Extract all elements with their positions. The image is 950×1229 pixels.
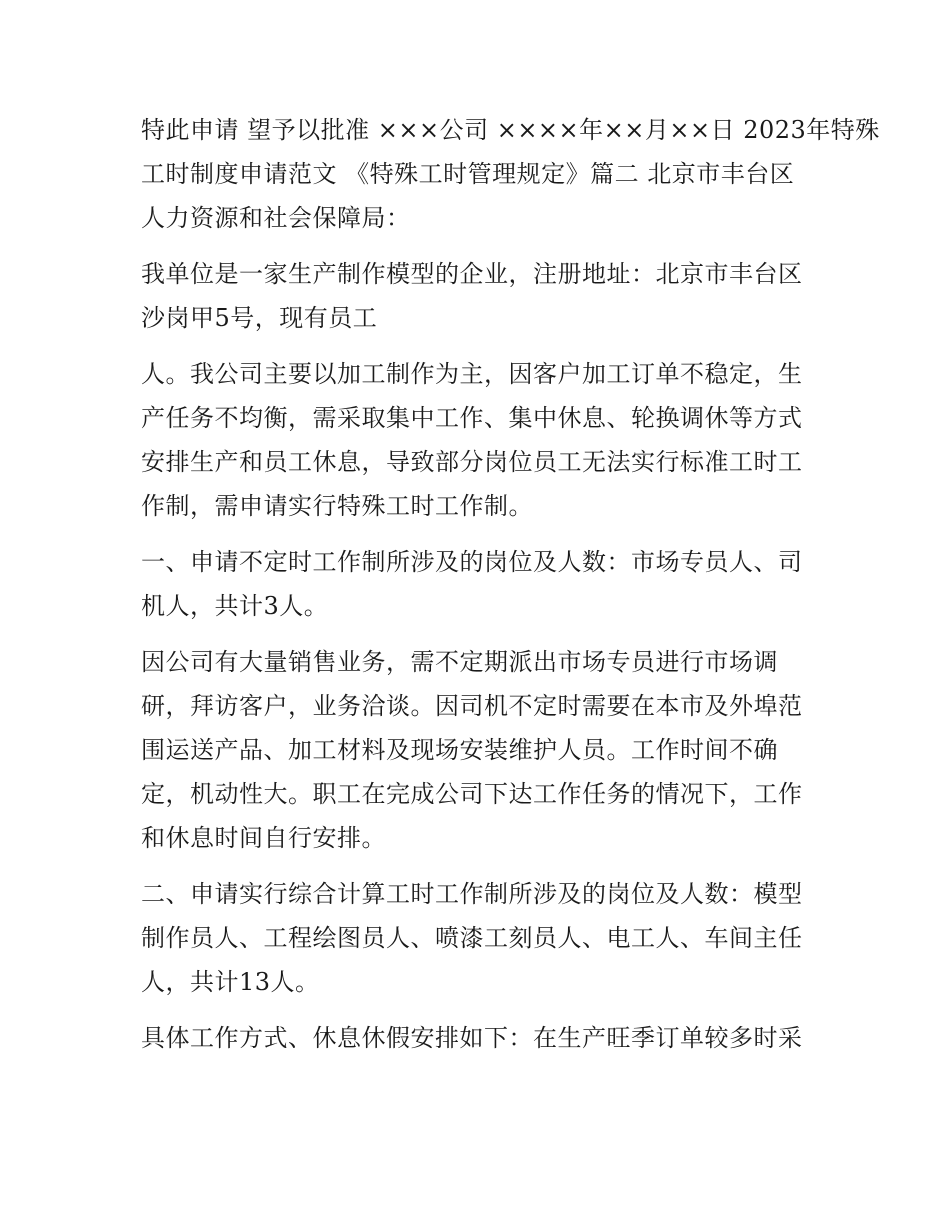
text-line: 特此申请 望予以批准 ×××公司 ××××年××月××日 2023年特殊 <box>141 116 880 144</box>
text-line: 具体工作方式、休息休假安排如下：在生产旺季订单较多时采 <box>141 1024 803 1052</box>
text-line: 围运送产品、加工材料及现场安装维护人员。工作时间不确 <box>141 736 778 764</box>
paragraph-application-header <box>141 108 880 240</box>
text-line: 一、申请不定时工作制所涉及的岗位及人数：市场专员人、司 <box>141 548 803 576</box>
text-line: 人。我公司主要以加工制作为主，因客户加工订单不稳定，生 <box>141 360 803 388</box>
text-line: 人，共计13人。 <box>141 968 320 996</box>
text-line: 沙岗甲5号，现有员工 <box>141 304 378 332</box>
document-body <box>141 108 880 1072</box>
paragraph-section-two-heading <box>141 872 813 1004</box>
text-line: 作制，需申请实行特殊工时工作制。 <box>141 492 533 520</box>
text-line: 二、申请实行综合计算工时工作制所涉及的岗位及人数：模型 <box>141 880 803 908</box>
text-line: 制作员人、工程绘图员人、喷漆工刻员人、电工人、车间主任 <box>141 924 803 952</box>
text-line: 产任务不均衡，需采取集中工作、集中休息、轮换调休等方式 <box>141 404 803 432</box>
text-line: 定，机动性大。职工在完成公司下达工作任务的情况下，工作 <box>141 780 803 808</box>
text-line: 工时制度申请范文 《特殊工时管理规定》篇二 北京市丰台区 <box>141 160 795 188</box>
paragraph-section-two-detail <box>141 1016 813 1060</box>
text-line: 安排生产和员工休息，导致部分岗位员工无法实行标准工时工 <box>141 448 803 476</box>
paragraph-reason <box>141 352 813 528</box>
text-line: 人力资源和社会保障局： <box>141 204 411 232</box>
text-line: 因公司有大量销售业务，需不定期派出市场专员进行市场调 <box>141 648 778 676</box>
paragraph-section-one-heading <box>141 540 813 628</box>
text-line: 和休息时间自行安排。 <box>141 824 386 852</box>
paragraph-section-one-detail <box>141 640 813 860</box>
text-line: 机人，共计3人。 <box>141 592 329 620</box>
text-line: 我单位是一家生产制作模型的企业，注册地址：北京市丰台区 <box>141 260 803 288</box>
text-line: 研，拜访客户，业务洽谈。因司机不定时需要在本市及外埠范 <box>141 692 803 720</box>
paragraph-company-intro <box>141 252 813 340</box>
